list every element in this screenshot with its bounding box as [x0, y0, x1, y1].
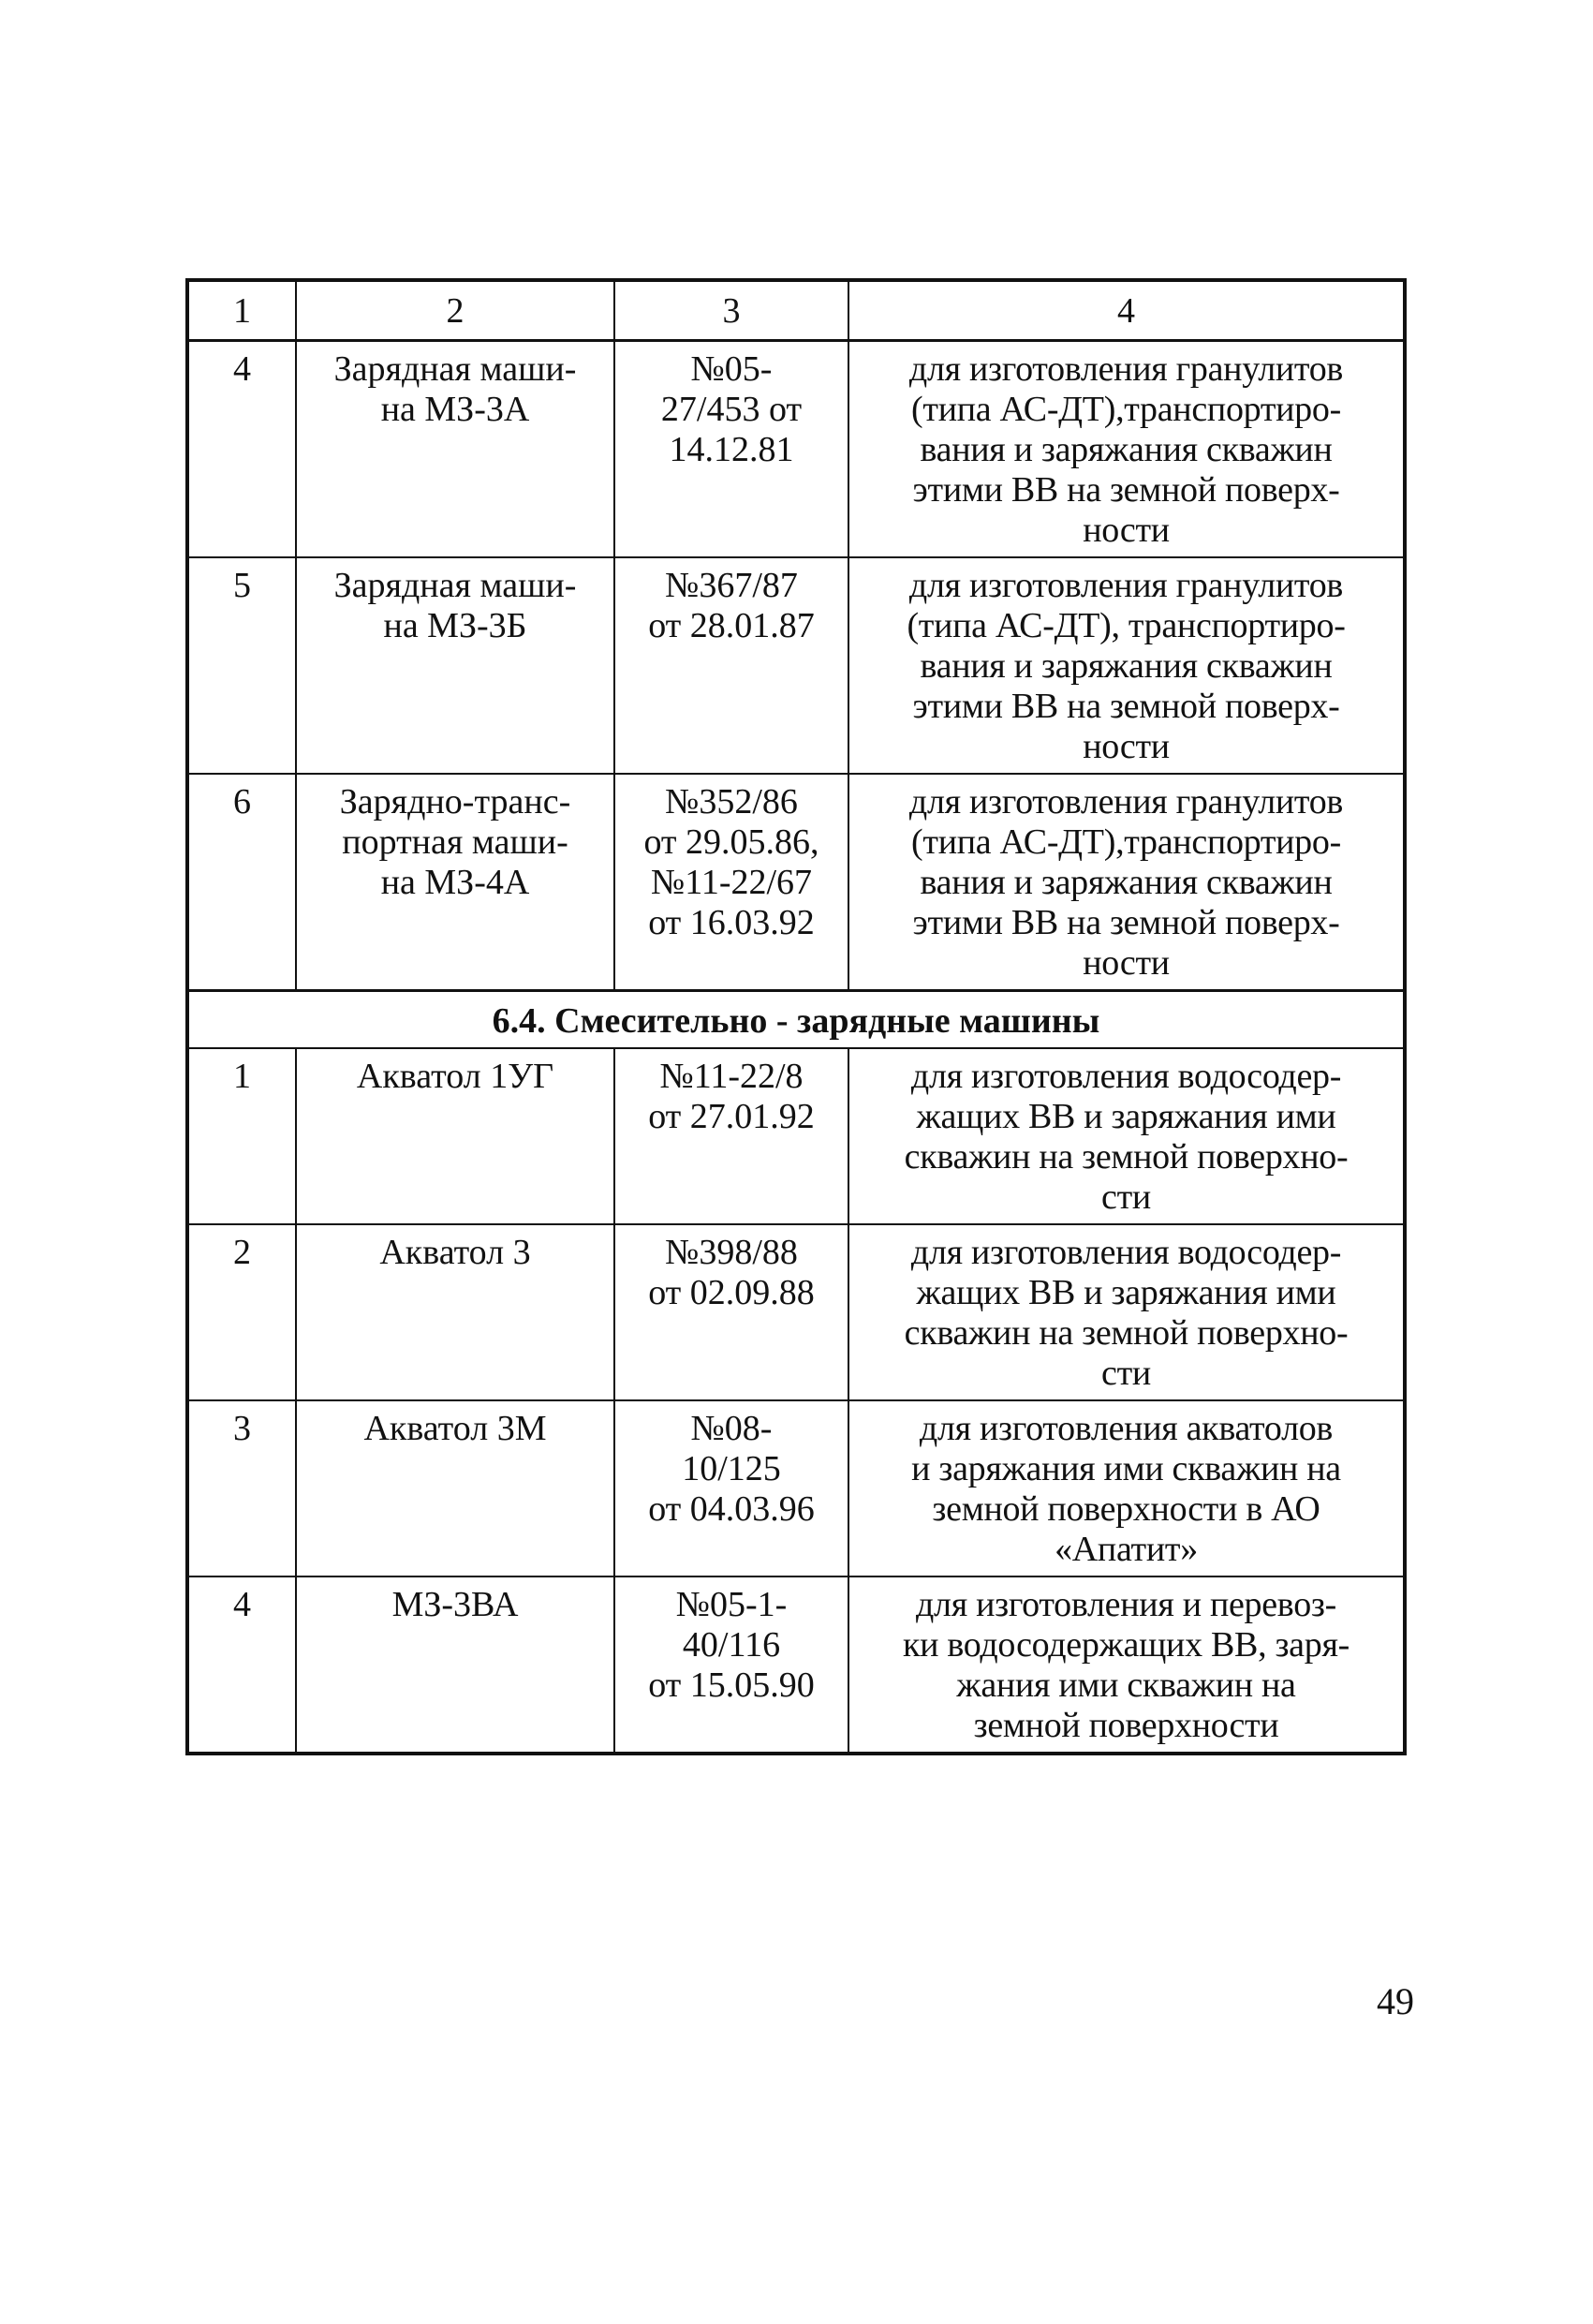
purpose-text: для изготовления водосодер- жащих ВВ и заряжания ими скважин на земной поверхно- сти [848, 1224, 1405, 1400]
permit-number: №08- 10/125 от 04.03.96 [614, 1400, 848, 1576]
machine-name: Акватол 1УГ [296, 1048, 614, 1224]
purpose-text: для изготовления водосодер- жащих ВВ и заряжания ими скважин на земной поверхно- сти [848, 1048, 1405, 1224]
row-number: 4 [187, 341, 296, 558]
permit-number: №367/87 от 28.01.87 [614, 557, 848, 774]
permit-number: №05- 27/453 от 14.12.81 [614, 341, 848, 558]
row-number: 3 [187, 1400, 296, 1576]
purpose-text: для изготовления акватолов и заряжания ими скважин на земной поверхности в АО «Апатит» [848, 1400, 1405, 1576]
table-row [187, 557, 1405, 774]
table-row [187, 1224, 1405, 1400]
table-row [187, 774, 1405, 991]
header-cell: 4 [848, 280, 1405, 341]
section-row [187, 991, 1405, 1049]
machine-name: МЗ-3ВА [296, 1576, 614, 1754]
purpose-text: для изготовления гранулитов (типа АС-ДТ), транспортиро- вания и заряжания скважин этими ВВ на земной поверх- ности [848, 557, 1405, 774]
header-cell: 1 [187, 280, 296, 341]
row-number: 1 [187, 1048, 296, 1224]
section-title: 6.4. Смесительно - зарядные машины [187, 991, 1405, 1049]
table-row [187, 1400, 1405, 1576]
permit-number: №05-1- 40/116 от 15.05.90 [614, 1576, 848, 1754]
table-row [187, 1576, 1405, 1754]
permit-number: №398/88 от 02.09.88 [614, 1224, 848, 1400]
machine-name: Акватол 3 [296, 1224, 614, 1400]
row-number: 4 [187, 1576, 296, 1754]
machine-name: Зарядная маши- на МЗ-3Б [296, 557, 614, 774]
header-cell: 3 [614, 280, 848, 341]
purpose-text: для изготовления гранулитов (типа АС-ДТ),транспортиро- вания и заряжания скважин этими ВВ на земной поверх- ности [848, 774, 1405, 991]
machine-name: Зарядная маши- на МЗ-3А [296, 341, 614, 558]
purpose-text: для изготовления и перевоз- ки водосодержащих ВВ, заря- жания ими скважин на земной поверхности [848, 1576, 1405, 1754]
row-number: 2 [187, 1224, 296, 1400]
machine-name: Акватол 3М [296, 1400, 614, 1576]
table-header-row [187, 280, 1405, 341]
row-number: 5 [187, 557, 296, 774]
header-cell: 2 [296, 280, 614, 341]
equipment-table [185, 278, 1407, 1755]
purpose-text: для изготовления гранулитов (типа АС-ДТ),транспортиро- вания и заряжания скважин этими ВВ на земной поверх- ности [848, 341, 1405, 558]
machine-name: Зарядно-транс- портная маши- на МЗ-4А [296, 774, 614, 991]
row-number: 6 [187, 774, 296, 991]
table-row [187, 1048, 1405, 1224]
permit-number: №11-22/8 от 27.01.92 [614, 1048, 848, 1224]
table-row [187, 341, 1405, 558]
permit-number: №352/86 от 29.05.86, №11-22/67 от 16.03.92 [614, 774, 848, 991]
page-number: 49 [1377, 1980, 1414, 2022]
